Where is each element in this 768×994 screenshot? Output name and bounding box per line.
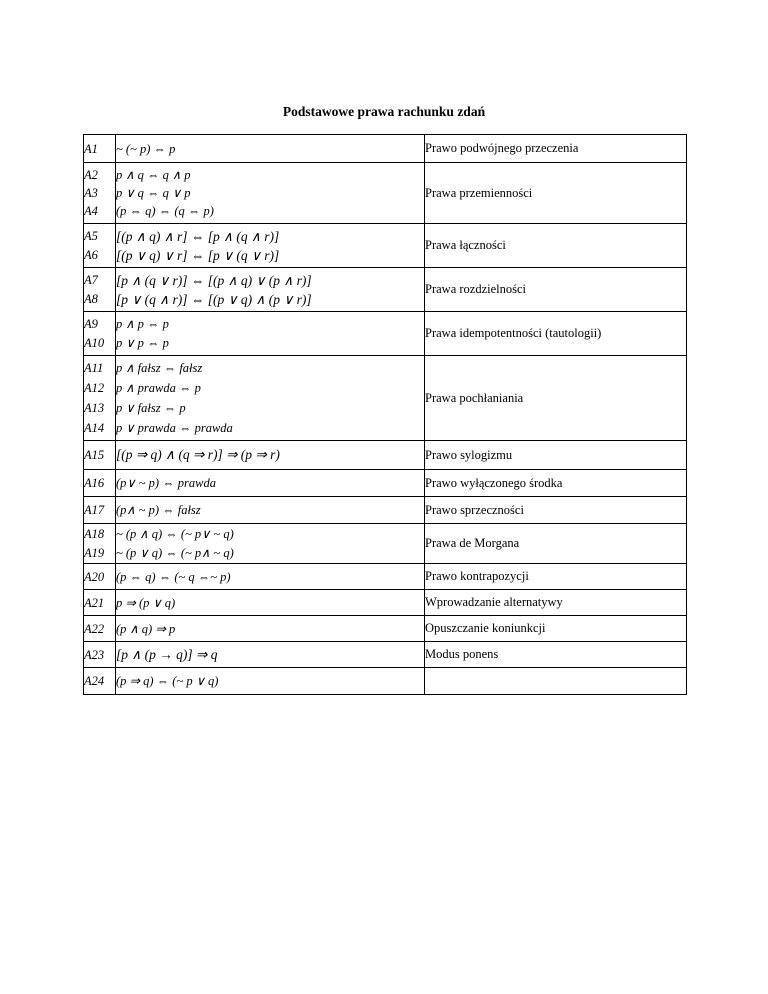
- law-id: A5: [84, 228, 98, 243]
- law-name: Prawa de Morgana: [425, 524, 687, 564]
- law-formula: (p ⇔ q) ⇔ (~ q ⇔~ p): [116, 569, 231, 584]
- law-id: A10: [84, 335, 105, 350]
- law-row: [84, 590, 687, 616]
- law-id-cell: [84, 642, 116, 668]
- law-id: A9: [84, 316, 98, 331]
- law-formula: p ∨ prawda ⇔ prawda: [116, 421, 233, 435]
- law-row: [84, 497, 687, 524]
- law-formula-cell: [116, 564, 425, 590]
- law-id: A1: [84, 141, 98, 156]
- law-row: [84, 616, 687, 642]
- law-formula-cell: [116, 224, 425, 268]
- law-formula: p ∨ fałsz ⇔ p: [116, 401, 186, 415]
- laws-table-body: [84, 135, 687, 695]
- law-formula-cell: [116, 616, 425, 642]
- law-name: Opuszczanie koniunkcji: [425, 616, 687, 642]
- law-formula: [p ∧ (p → q)] ⇒ q: [116, 646, 218, 662]
- law-formula: (p ⇒ q) ⇔ (~ p ∨ q): [116, 674, 219, 688]
- law-id: A4: [84, 204, 98, 218]
- law-formula-cell: [116, 590, 425, 616]
- law-formula-cell: [116, 470, 425, 497]
- law-id-cell: [84, 356, 116, 441]
- law-name: Prawa rozdzielności: [425, 268, 687, 312]
- law-formula: [(p ∨ q) ∨ r] ⇔ [p ∨ (q ∨ r)]: [116, 247, 280, 263]
- law-formula: p ∨ q ⇔ q ∨ p: [116, 186, 191, 200]
- law-name: Prawo kontrapozycji: [425, 564, 687, 590]
- law-formula: (p∧ ~ p) ⇔ fałsz: [116, 503, 201, 517]
- law-name: Prawo sprzeczności: [425, 497, 687, 524]
- law-formula-cell: [116, 497, 425, 524]
- document-title: Podstawowe prawa rachunku zdań: [282, 104, 486, 119]
- law-name: [425, 668, 687, 695]
- law-id-cell: [84, 524, 116, 564]
- law-id-cell: [84, 497, 116, 524]
- law-id: A15: [84, 448, 105, 462]
- law-id-cell: [84, 224, 116, 268]
- law-formula: (p ⇔ q) ⇔ (q ⇔ p): [116, 204, 214, 218]
- law-id: A2: [84, 168, 98, 182]
- law-id: A7: [84, 272, 98, 287]
- law-row: [84, 668, 687, 695]
- law-id: A6: [84, 247, 98, 262]
- law-formula: p ∨ p ⇔ p: [116, 335, 169, 350]
- law-id-cell: [84, 163, 116, 224]
- law-name: Prawo wyłączonego środka: [425, 470, 687, 497]
- law-id: A12: [84, 381, 105, 395]
- law-name: Prawa przemienności: [425, 163, 687, 224]
- law-formula-cell: [116, 642, 425, 668]
- law-id: A13: [84, 401, 105, 415]
- law-id-cell: [84, 616, 116, 642]
- law-id: A11: [84, 361, 104, 375]
- law-formula: (p ∧ q) ⇒ p: [116, 621, 176, 636]
- law-formula-cell: [116, 356, 425, 441]
- law-formula: [(p ⇒ q) ∧ (q ⇒ r)] ⇒ (p ⇒ r): [116, 447, 280, 462]
- law-id: A21: [84, 595, 105, 610]
- law-row: [84, 224, 687, 268]
- law-formula-cell: [116, 312, 425, 356]
- law-id: A24: [84, 674, 105, 688]
- laws-table: [83, 134, 687, 695]
- law-id-cell: [84, 135, 116, 163]
- law-formula-cell: [116, 163, 425, 224]
- law-id-cell: [84, 668, 116, 695]
- law-id: A14: [84, 421, 105, 435]
- law-id-cell: [84, 312, 116, 356]
- law-id-cell: [84, 590, 116, 616]
- law-row: [84, 524, 687, 564]
- law-row: [84, 642, 687, 668]
- law-id-cell: [84, 470, 116, 497]
- law-formula-cell: [116, 524, 425, 564]
- law-id: A22: [84, 621, 105, 636]
- law-name: Prawa pochłaniania: [425, 356, 687, 441]
- law-formula: p ∧ p ⇔ p: [116, 316, 169, 331]
- law-formula: ~ (p ∧ q) ⇔ (~ p∨ ~ q): [116, 526, 234, 541]
- law-formula: ~ (~ p) ⇔ p: [116, 141, 176, 156]
- law-row: [84, 312, 687, 356]
- law-id: A8: [84, 291, 98, 306]
- law-name: Modus ponens: [425, 642, 687, 668]
- law-name: Prawa łączności: [425, 224, 687, 268]
- law-id: A3: [84, 186, 98, 200]
- law-formula: (p∨ ~ p) ⇔ prawda: [116, 476, 216, 490]
- law-row: [84, 441, 687, 470]
- law-formula: [p ∨ (q ∧ r)] ⇔ [(p ∨ q) ∧ (p ∨ r)]: [116, 291, 312, 307]
- law-id-cell: [84, 441, 116, 470]
- law-formula: p ∧ q ⇔ q ∧ p: [116, 168, 191, 182]
- law-row: [84, 356, 687, 441]
- law-name: Prawo sylogizmu: [425, 441, 687, 470]
- law-name: Prawa idempotentności (tautologii): [425, 312, 687, 356]
- law-id: A17: [84, 503, 105, 517]
- law-formula: ~ (p ∨ q) ⇔ (~ p∧ ~ q): [116, 545, 234, 560]
- law-row: [84, 135, 687, 163]
- law-row: [84, 564, 687, 590]
- law-row: [84, 470, 687, 497]
- law-id: A23: [84, 647, 105, 662]
- law-formula: [(p ∧ q) ∧ r] ⇔ [p ∧ (q ∧ r)]: [116, 228, 280, 244]
- law-row: [84, 163, 687, 224]
- law-id: A20: [84, 569, 105, 584]
- law-formula-cell: [116, 135, 425, 163]
- law-id-cell: [84, 268, 116, 312]
- law-name: Prawo podwójnego przeczenia: [425, 135, 687, 163]
- law-formula: p ∧ fałsz ⇔ fałsz: [116, 361, 203, 375]
- law-formula-cell: [116, 268, 425, 312]
- law-formula: p ⇒ (p ∨ q): [116, 595, 176, 610]
- law-name: Wprowadzanie alternatywy: [425, 590, 687, 616]
- law-id: A18: [84, 526, 105, 541]
- law-formula-cell: [116, 668, 425, 695]
- law-formula: [p ∧ (q ∨ r)] ⇔ [(p ∧ q) ∨ (p ∧ r)]: [116, 272, 312, 288]
- law-id: A19: [84, 545, 105, 560]
- law-id-cell: [84, 564, 116, 590]
- law-row: [84, 268, 687, 312]
- law-formula-cell: [116, 441, 425, 470]
- law-formula: p ∧ prawda ⇔ p: [116, 381, 201, 395]
- law-id: A16: [84, 476, 105, 490]
